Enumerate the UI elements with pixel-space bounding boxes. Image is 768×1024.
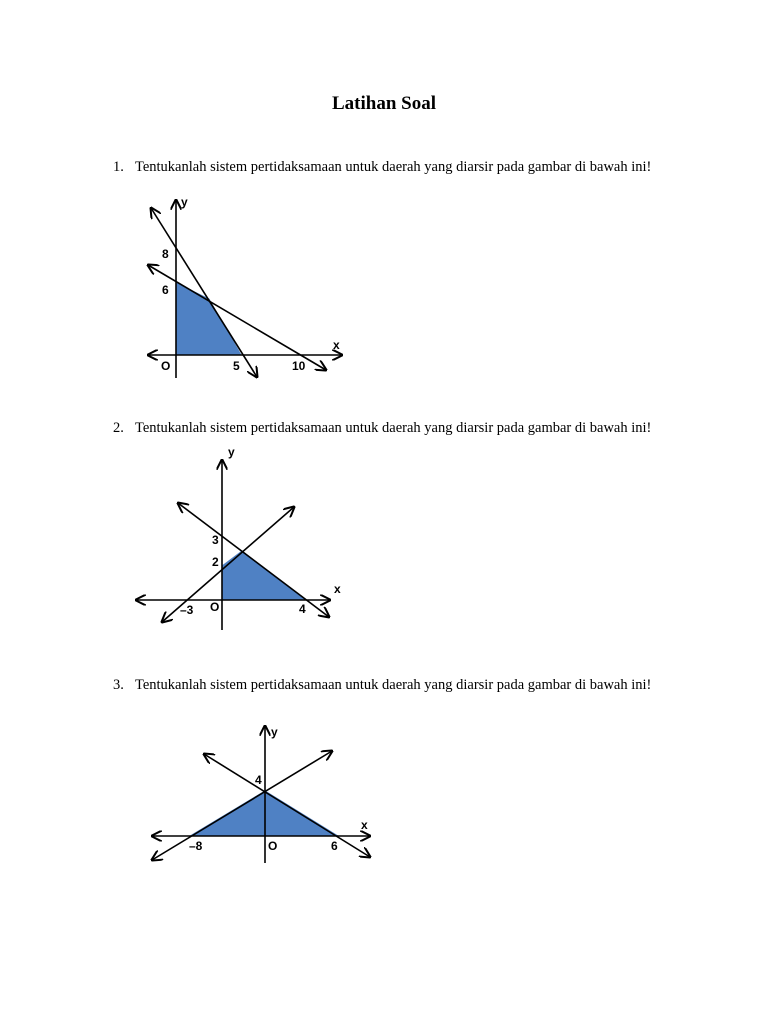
line-4-6 xyxy=(204,754,370,857)
tick-label: 10 xyxy=(292,359,306,373)
question-number: 2. xyxy=(113,420,124,436)
page-title: Latihan Soal xyxy=(331,93,436,114)
origin-label: O xyxy=(210,600,220,614)
tick-label: 4 xyxy=(299,602,306,616)
shaded-region xyxy=(190,791,338,836)
tick-label: 3 xyxy=(212,533,219,547)
shaded-region xyxy=(176,283,241,355)
tick-label: 6 xyxy=(162,283,169,297)
question-number: 1. xyxy=(113,159,124,175)
tick-label: 2 xyxy=(212,555,219,569)
tick-label: –8 xyxy=(189,839,203,853)
tick-label: –3 xyxy=(180,603,194,617)
question-text: Tentukanlah sistem pertidaksamaan untuk daerah yang diarsir pada gambar di bawah ini! xyxy=(135,677,652,693)
question-2 xyxy=(113,420,651,437)
question-3 xyxy=(113,677,651,694)
origin-label: O xyxy=(161,359,171,373)
x-axis-label: x xyxy=(334,582,341,596)
origin-label: O xyxy=(268,839,278,853)
y-axis-label: y xyxy=(228,445,235,459)
x-axis-label: x xyxy=(333,338,340,352)
y-axis-label: y xyxy=(181,195,188,209)
graph-1 xyxy=(140,190,360,390)
y-axis-label: y xyxy=(271,725,278,739)
question-1 xyxy=(113,159,651,176)
x-axis-label: x xyxy=(361,818,368,832)
line-minus8-4 xyxy=(152,751,332,860)
tick-label: 8 xyxy=(162,247,169,261)
tick-label: 6 xyxy=(331,839,338,853)
tick-label: 5 xyxy=(233,359,240,373)
tick-label: 4 xyxy=(255,773,262,787)
question-number: 3. xyxy=(113,677,124,693)
graph-2 xyxy=(130,440,350,640)
question-text: Tentukanlah sistem pertidaksamaan untuk daerah yang diarsir pada gambar di bawah ini! xyxy=(135,159,652,175)
question-text: Tentukanlah sistem pertidaksamaan untuk daerah yang diarsir pada gambar di bawah ini! xyxy=(135,420,652,436)
graph-3 xyxy=(140,720,380,870)
